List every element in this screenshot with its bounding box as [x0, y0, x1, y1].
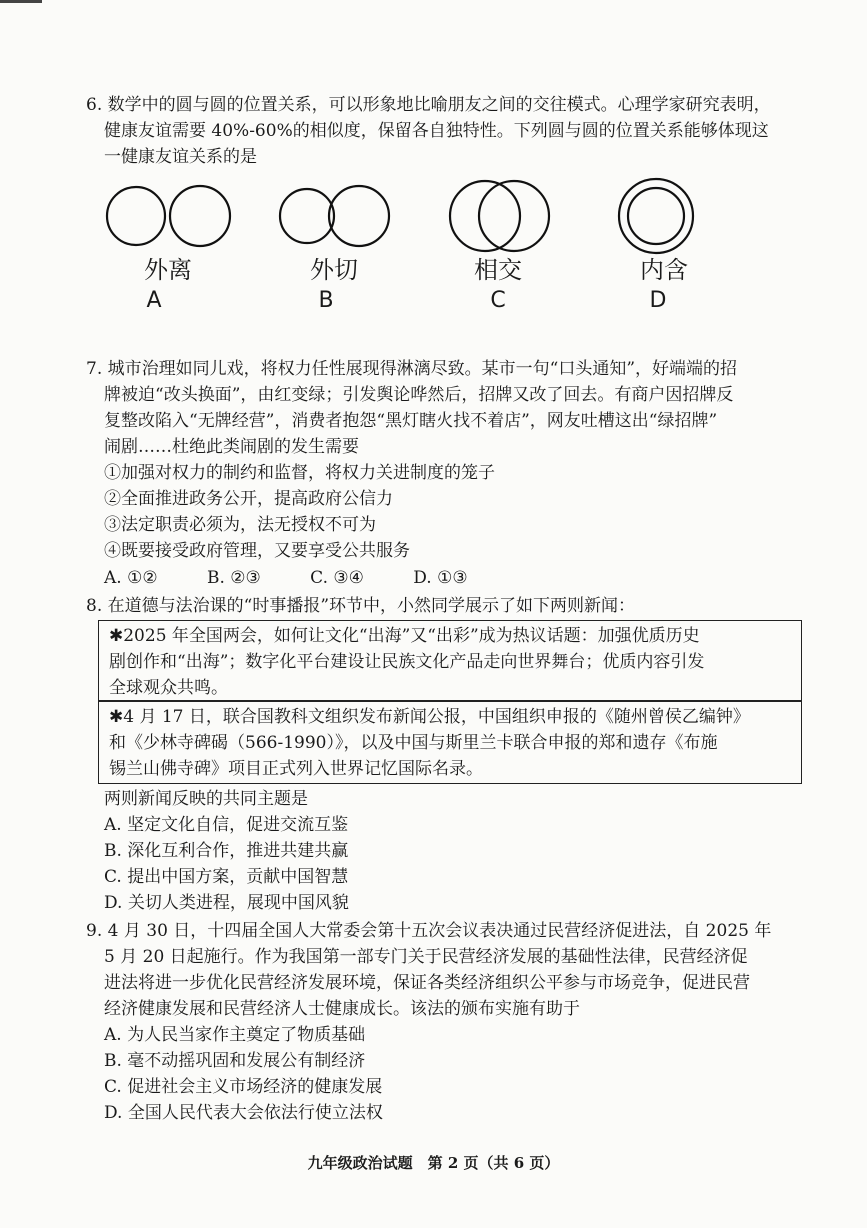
q9-line-4: 经济健康发展和民营经济人士健康成长。该法的颁布实施有助于	[104, 999, 580, 1019]
q8-question: 两则新闻反映的共同主题是	[104, 789, 308, 809]
q9-line-2: 5 月 20 日起施行。作为我国第一部专门关于民营经济发展的基础性法律，民营经济促	[104, 947, 748, 967]
circle-option-b-shape	[280, 186, 389, 246]
news2-line-2: 和《少林寺碑碣（566-1990）》，以及中国与斯里兰卡联合申报的郑和遗存《布施	[109, 733, 718, 753]
news2-line-1: ✱4 月 17 日，联合国教科文组织发布新闻公报，中国组织申报的《随州曾侯乙编钟》	[109, 707, 750, 727]
q7-options	[104, 565, 512, 591]
q7-option-d: D. ①③	[413, 568, 468, 588]
circle-option-c-letter: C	[490, 288, 506, 313]
circle-option-b-letter: B	[318, 288, 334, 313]
q7-option-a: A. ①②	[104, 568, 158, 588]
news1-line-1: ✱2025 年全国两会，如何让文化“出海”又“出彩”成为热议话题：加强优质历史	[109, 626, 700, 646]
circle-option-d-letter: D	[649, 288, 667, 313]
q9-option-c: C. 促进社会主义市场经济的健康发展	[104, 1077, 383, 1097]
circle-option-a-shape	[107, 186, 230, 246]
q8-option-a: A. 坚定文化自信，促进交流互鉴	[104, 815, 349, 835]
q9-option-a: A. 为人民当家作主奠定了物质基础	[104, 1025, 366, 1045]
circle-option-a-letter: A	[146, 288, 162, 313]
news-box-1	[98, 620, 802, 702]
q6-line-2: 健康友谊需要 40%-60%的相似度，保留各自独特性。下列圆与圆的位置关系能够体现这	[104, 121, 769, 141]
circle-option-c-shape	[450, 181, 549, 251]
q7-item-1: ①加强对权力的制约和监督，将权力关进制度的笼子	[104, 463, 495, 483]
circle-option-b-label: 外切	[310, 256, 358, 284]
q7-option-c: C. ③④	[310, 568, 364, 588]
q7-item-3: ③法定职责必须为，法无授权不可为	[104, 515, 376, 535]
scan-edge-mark	[0, 0, 42, 3]
q8-option-d: D. 关切人类进程，展现中国风貌	[104, 893, 349, 913]
news1-line-3: 全球观众共鸣。	[109, 678, 228, 698]
circle-relations-figure	[100, 176, 720, 326]
q8-option-b: B. 深化互利合作，推进共建共赢	[104, 841, 349, 861]
q8-stem: 8. 在道德与法治课的“时事播报”环节中，小然同学展示了如下两则新闻：	[86, 596, 636, 616]
circle-diagrams	[100, 176, 720, 256]
q9-line-3: 进法将进一步优化民营经济发展环境，保证各类经济组织公平参与市场竞争，促进民营	[104, 973, 750, 993]
q9-line-1: 9. 4 月 30 日，十四届全国人大常委会第十五次会议表决通过民营经济促进法，自 2025 年	[86, 921, 772, 941]
q7-line-4: 闹剧……杜绝此类闹剧的发生需要	[104, 437, 359, 457]
circle-option-d-shape	[619, 179, 693, 253]
q7-item-2: ②全面推进政务公开，提高政府公信力	[104, 489, 393, 509]
q7-option-b: B. ②③	[206, 568, 261, 588]
q9-option-d: D. 全国人民代表大会依法行使立法权	[104, 1103, 383, 1123]
circle-option-d-label: 内含	[640, 256, 688, 284]
q7-line-3: 复整改陷入“无牌经营”，消费者抱怨“黑灯瞎火找不着店”，网友吐槽这出“绿招牌”	[104, 411, 718, 431]
circle-option-a-label: 外离	[144, 256, 192, 284]
q7-line-2: 牌被迫“改头换面”，由红变绿；引发舆论哗然后，招牌又改了回去。有商户因招牌反	[104, 385, 734, 405]
circle-option-c-label: 相交	[474, 256, 522, 284]
news-box-2	[98, 700, 802, 784]
news1-line-2: 剧创作和“出海”；数字化平台建设让民族文化产品走向世界舞台；优质内容引发	[109, 652, 705, 672]
news2-line-3: 锡兰山佛寺碑》项目正式列入世界记忆国际名录。	[109, 759, 483, 779]
q8-option-c: C. 提出中国方案，贡献中国智慧	[104, 867, 349, 887]
q9-option-b: B. 毫不动摇巩固和发展公有制经济	[104, 1051, 366, 1071]
q6-line-3: 一健康友谊关系的是	[104, 147, 257, 167]
q7-line-1: 7. 城市治理如同儿戏，将权力任性展现得淋漓尽致。某市一句“口头通知”，好端端的招	[86, 359, 738, 379]
q6-line-1: 6. 数学中的圆与圆的位置关系，可以形象地比喻朋友之间的交往模式。心理学家研究表明，	[86, 95, 771, 115]
q7-item-4: ④既要接受政府管理，又要享受公共服务	[104, 541, 410, 561]
page-footer: 九年级政治试题 第 2 页（共 6 页）	[307, 1154, 560, 1172]
